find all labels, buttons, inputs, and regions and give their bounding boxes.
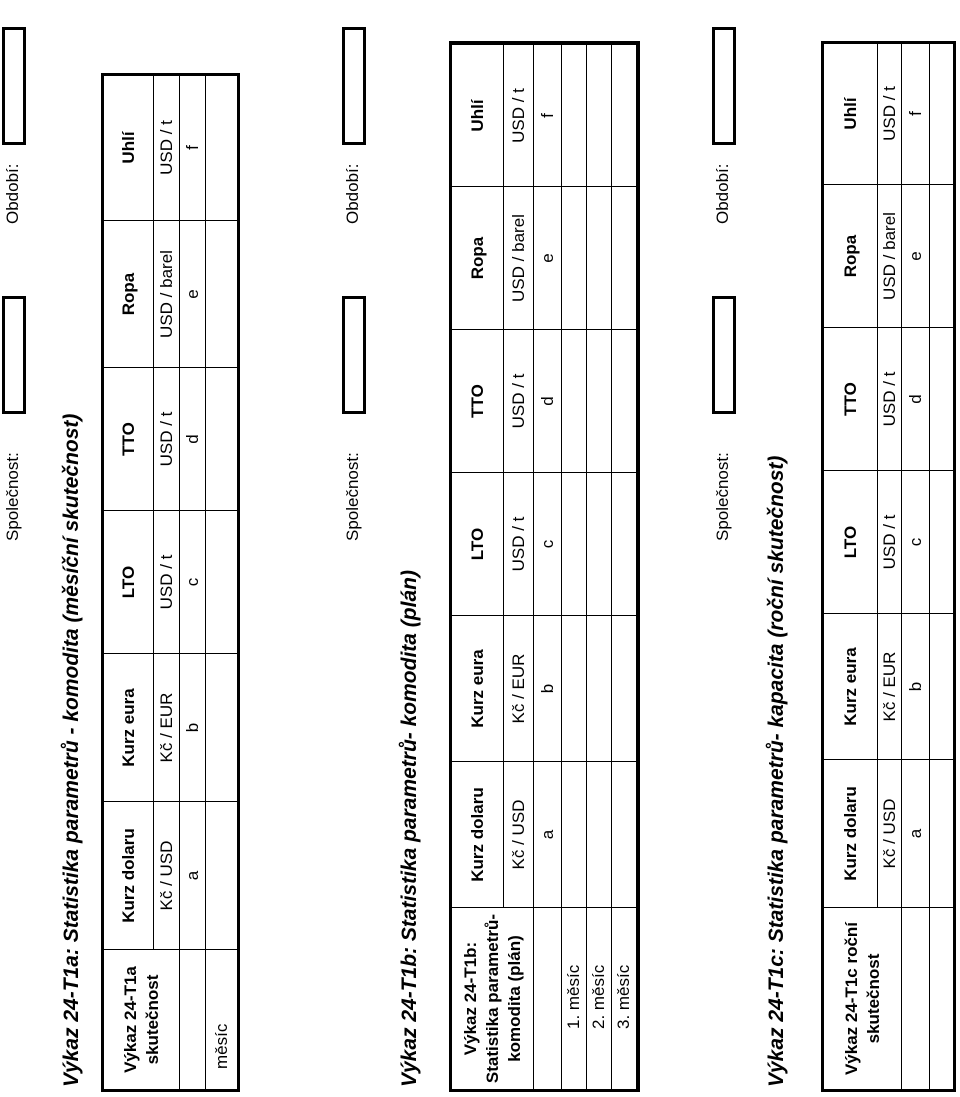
section-a-data-cell[interactable] <box>206 75 238 221</box>
section-b-header-cell: Ropa <box>452 187 504 330</box>
section-b-code-cell: e <box>534 187 562 330</box>
section-b-header-cell: Kurz eura <box>452 616 504 762</box>
section-c-blank-cell <box>902 908 930 1090</box>
section-c-company-input[interactable] <box>712 296 736 414</box>
section-b-code-cell: f <box>534 45 562 187</box>
section-b-data-cell[interactable] <box>587 330 612 473</box>
section-c-data-cell[interactable] <box>930 328 954 471</box>
section-c-unit-cell: Kč / EUR <box>878 614 902 760</box>
section-c-code-cell: f <box>902 43 930 185</box>
section-c-company-label: Společnost: <box>713 452 732 541</box>
section-b-unit-cell: USD / t <box>504 330 534 473</box>
section-a-table <box>103 74 238 1090</box>
section-b-company-label: Společnost: <box>343 452 362 541</box>
section-c-unit-cell: Kč / USD <box>878 760 902 908</box>
section-c-period-input[interactable] <box>712 27 736 145</box>
section-b-data-cell[interactable] <box>562 45 587 187</box>
section-b-unit-cell: Kč / USD <box>504 762 534 908</box>
section-a-code-cell: d <box>180 368 206 511</box>
section-b-code-cell: d <box>534 330 562 473</box>
section-b-code-cell: c <box>534 473 562 616</box>
section-a-code-cell: f <box>180 75 206 221</box>
section-b-data-cell[interactable] <box>587 187 612 330</box>
section-c-header-cell: Kurz dolaru <box>824 760 878 908</box>
section-c-data-cell[interactable] <box>930 43 954 185</box>
section-c-code-cell: c <box>902 471 930 614</box>
section-b-unit-cell: USD / t <box>504 473 534 616</box>
section-a-company-input[interactable] <box>2 296 26 414</box>
section-b-data-cell[interactable] <box>612 762 637 908</box>
section-a-period-label: Období: <box>3 163 22 224</box>
section-b-period-label: Období: <box>343 163 362 224</box>
section-a-title: Výkaz 24-T1a: Statistika parametrů - komodita (měsíční skutečnost) <box>60 413 83 1087</box>
section-a-unit-cell: USD / t <box>154 368 180 511</box>
section-a-data-cell[interactable] <box>206 368 238 511</box>
section-b-company-input[interactable] <box>342 296 366 414</box>
section-a-unit-cell: USD / t <box>154 511 180 654</box>
section-c-code-cell: d <box>902 328 930 471</box>
section-b-data-cell[interactable] <box>587 45 612 187</box>
section-b-row-label: 2. měsíc <box>587 908 612 1090</box>
section-a-period-input[interactable] <box>2 27 26 145</box>
section-b-data-cell[interactable] <box>562 473 587 616</box>
section-b-data-cell[interactable] <box>587 473 612 616</box>
section-b-data-cell[interactable] <box>562 187 587 330</box>
section-b-code-cell: a <box>534 762 562 908</box>
section-b-unit-cell: Kč / EUR <box>504 616 534 762</box>
section-b-header-cell: Kurz dolaru <box>452 762 504 908</box>
section-b-header-cell: TTO <box>452 330 504 473</box>
section-c-header-cell: Kurz eura <box>824 614 878 760</box>
section-a-data-cell[interactable] <box>206 511 238 654</box>
section-c-header-cell: Ropa <box>824 185 878 328</box>
section-b-header-cell: Uhlí <box>452 45 504 187</box>
section-c-header-cell: Uhlí <box>824 43 878 185</box>
section-a-code-cell: b <box>180 654 206 802</box>
section-c-blank-cell <box>930 908 954 1090</box>
section-b-data-cell[interactable] <box>612 330 637 473</box>
section-b-data-cell[interactable] <box>562 330 587 473</box>
section-b-table <box>451 44 637 1090</box>
section-c-unit-cell: USD / t <box>878 471 902 614</box>
section-a-row-label: měsíc <box>206 950 238 1090</box>
section-c-title: Výkaz 24-T1c: Statistika parametrů- kapacita (roční skutečnost) <box>765 455 788 1087</box>
section-c-code-cell: b <box>902 614 930 760</box>
section-c-table <box>823 42 954 1090</box>
section-b-period-input[interactable] <box>342 27 366 145</box>
section-c-code-cell: e <box>902 185 930 328</box>
section-a-company-label: Společnost: <box>3 452 22 541</box>
section-c-data-cell[interactable] <box>930 471 954 614</box>
section-a-data-cell[interactable] <box>206 654 238 802</box>
section-c-unit-cell: USD / barel <box>878 185 902 328</box>
section-b-code-cell: b <box>534 616 562 762</box>
section-b-data-cell[interactable] <box>612 45 637 187</box>
section-a-blank-cell <box>180 950 206 1090</box>
section-c-code-cell: a <box>902 760 930 908</box>
section-b-title: Výkaz 24-T1b: Statistika parametrů- komodita (plán) <box>398 570 421 1087</box>
section-a-code-cell: a <box>180 802 206 950</box>
section-c-period-label: Období: <box>713 163 732 224</box>
section-c-unit-cell: USD / t <box>878 43 902 185</box>
section-b-blank-cell <box>534 908 562 1090</box>
section-b-corner-cell: Výkaz 24-T1b: Statistika parametrů- komodita (plán) <box>452 908 534 1090</box>
section-b-unit-cell: USD / barel <box>504 187 534 330</box>
section-a-unit-cell: USD / barel <box>154 221 180 368</box>
section-c-data-cell[interactable] <box>930 614 954 760</box>
section-b-data-cell[interactable] <box>587 762 612 908</box>
section-a-header-cell: Uhlí <box>104 75 154 221</box>
section-c-header-cell: LTO <box>824 471 878 614</box>
section-c-unit-cell: USD / t <box>878 328 902 471</box>
section-c-data-cell[interactable] <box>930 185 954 328</box>
section-a-unit-cell: Kč / USD <box>154 802 180 950</box>
section-b-data-cell[interactable] <box>612 616 637 762</box>
section-a-header-cell: Ropa <box>104 221 154 368</box>
section-b-data-cell[interactable] <box>587 616 612 762</box>
section-b-data-cell[interactable] <box>562 616 587 762</box>
section-a-data-cell[interactable] <box>206 802 238 950</box>
section-c-data-cell[interactable] <box>930 760 954 908</box>
section-b-data-cell[interactable] <box>612 187 637 330</box>
section-a-header-cell: LTO <box>104 511 154 654</box>
section-b-row-label: 3. měsíc <box>612 908 637 1090</box>
section-a-unit-cell: USD / t <box>154 75 180 221</box>
section-a-header-cell: Kurz eura <box>104 654 154 802</box>
section-a-data-cell[interactable] <box>206 221 238 368</box>
section-c-header-cell: TTO <box>824 328 878 471</box>
section-b-unit-cell: USD / t <box>504 45 534 187</box>
section-b-header-cell: LTO <box>452 473 504 616</box>
section-a-corner-cell: Výkaz 24-T1a skutečnost <box>104 950 180 1090</box>
section-b-data-cell[interactable] <box>612 473 637 616</box>
section-a-code-cell: c <box>180 511 206 654</box>
section-a-code-cell: e <box>180 221 206 368</box>
section-b-data-cell[interactable] <box>562 762 587 908</box>
section-a-header-cell: TTO <box>104 368 154 511</box>
section-a-unit-cell: Kč / EUR <box>154 654 180 802</box>
section-b-row-label: 1. měsíc <box>562 908 587 1090</box>
section-a-header-cell: Kurz dolaru <box>104 802 154 950</box>
section-c-corner-cell: Výkaz 24-T1c roční skutečnost <box>824 908 902 1090</box>
